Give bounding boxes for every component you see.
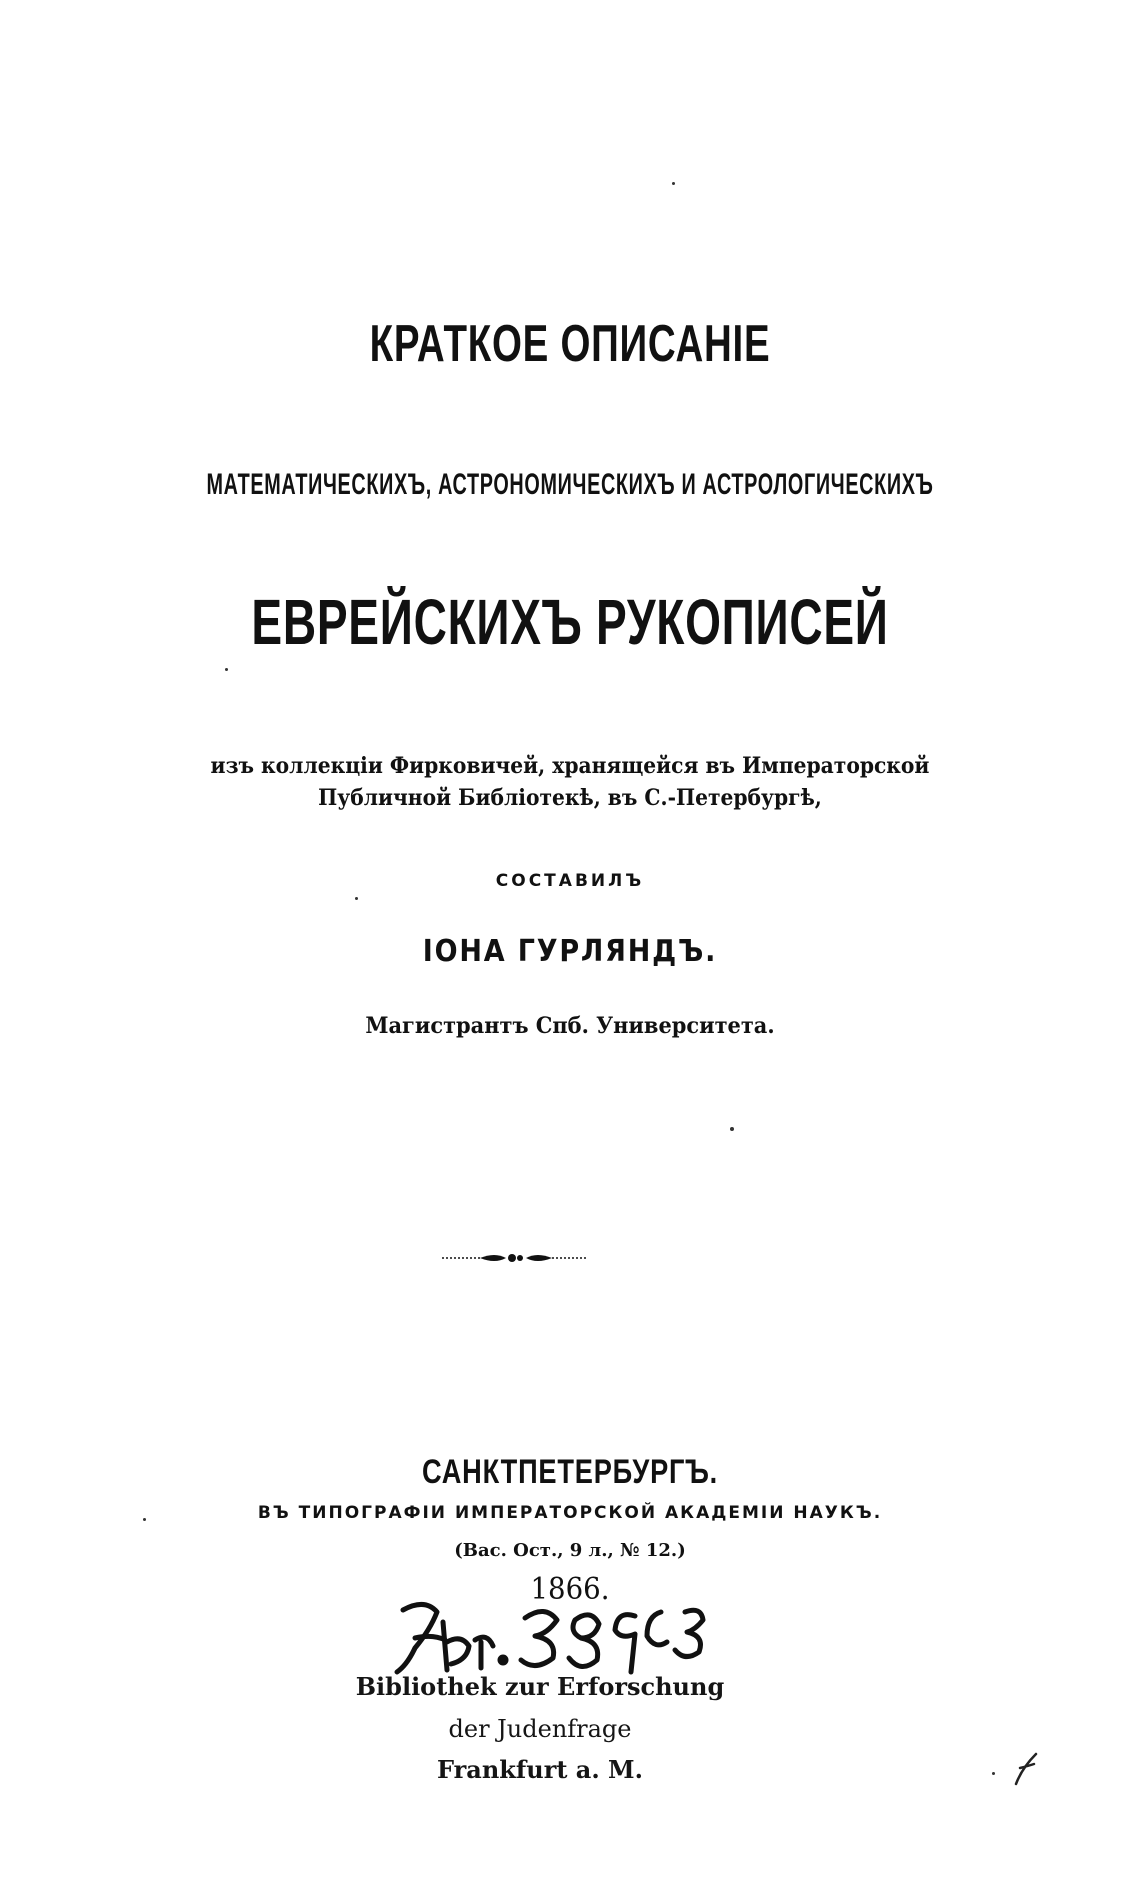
stamp-line-3: Frankfurt a. M. [437, 1755, 643, 1784]
book-subject: МАТЕМАТИЧЕСКИХЪ, АСТРОНОМИЧЕСКИХЪ И АСТРОЛОГИЧЕСКИХЪ [206, 468, 934, 501]
author-name: ІОНА ГУРЛЯНДЪ. [422, 934, 718, 969]
handwritten-shelfmark [385, 1590, 715, 1685]
collection-line-2: Публичной Библіотекѣ, въ С.-Петербургѣ, [318, 785, 822, 811]
compiled-by-label: СОСТАВИЛЪ [495, 871, 645, 891]
stamp-line-1: Bibliothek zur Erforschung [355, 1672, 725, 1701]
scan-speck [730, 1127, 734, 1131]
scan-speck [143, 1518, 146, 1521]
author-affiliation: Магистрантъ Спб. Университета. [365, 1013, 775, 1039]
scan-speck [225, 668, 228, 671]
ornament-divider [440, 1248, 590, 1268]
collection-line-1: изъ коллекціи Фирковичей, хранящейся въ Императорской [210, 753, 930, 779]
imprint-press: ВЪ ТИПОГРАФІИ ИМПЕРАТОРСКОЙ АКАДЕМІИ НАУКЪ. [257, 1503, 883, 1523]
stamp-line-2: der Judenfrage [448, 1715, 632, 1743]
scan-speck [672, 182, 675, 185]
imprint-city: САНКТПЕТЕРБУРГЪ. [421, 1453, 719, 1491]
imprint-year: 1866. [530, 1572, 610, 1607]
ink-mark [1010, 1748, 1040, 1788]
imprint-address: (Вас. Ост., 9 л., № 12.) [454, 1540, 686, 1561]
book-heading: ЕВРЕЙСКИХЪ РУКОПИСЕЙ [251, 586, 889, 658]
scan-speck [355, 897, 358, 900]
scan-speck [992, 1772, 995, 1775]
book-title: КРАТКОЕ ОПИСАНІЕ [369, 315, 771, 373]
